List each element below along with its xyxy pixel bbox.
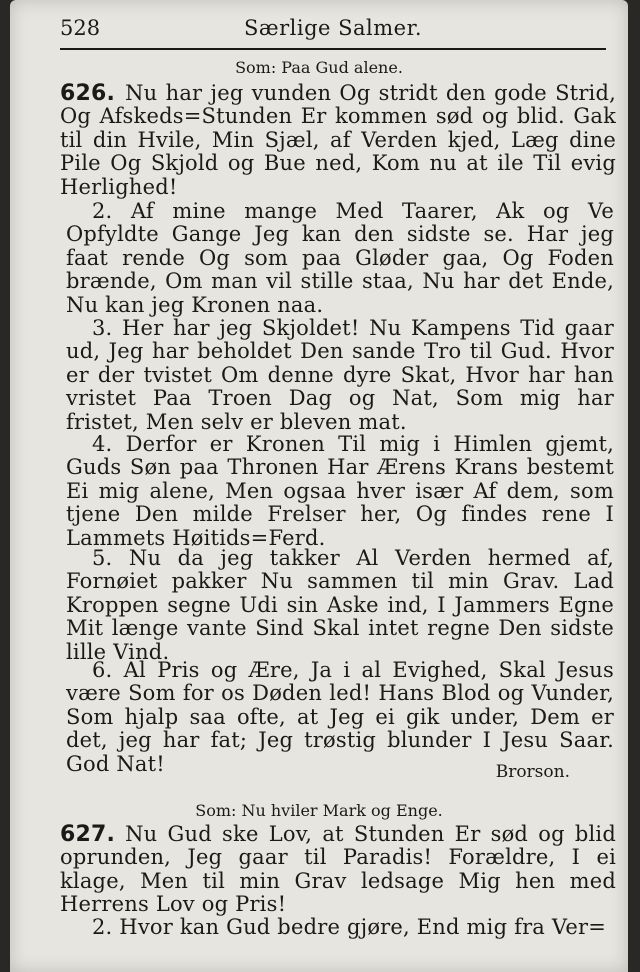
hymn-626-verse-1 [60,82,616,199]
page-number: 528 [60,16,101,40]
hymn-626-verse-3: 3. Her har jeg Skjoldet! Nu Kampens Tid gaar ud, Jeg har beholdet Den sande Tro til Gud. Hvor er der tvistet Om denne dyre Skat, Hvor har han vristet Paa Troen Dag og Nat, Som mig har fristet, Men selv er bleven mat. [66,316,614,434]
hymn-627-verse-1 [60,823,616,917]
hymn-627-verse-1-text: Nu Gud ske Lov, at Stunden Er sød og blid oprunden, Jeg gaar til Paradis! Forældre, I ei klage, Men til min Grav ledsage Mig hen med Herrens Lov og Pris! [60,822,616,917]
hymnal-page [10,0,628,972]
hymn-626-verse-1-text: Nu har jeg vunden Og stridt den gode Strid, Og Afskeds=Stunden Er kommen sød og blid. Gak til din Hvile, Min Sjæl, af Verden kjed, Læg dine Pile Og Skjold og Bue ned, Kom nu at ile Til evig Herlighed! [60,81,616,199]
hymn-626-melody: Som: Paa Gud alene. [235,58,403,77]
hymn-626-number: 626. [60,81,116,106]
hymn-626-author: Brorson. [495,762,570,782]
hymn-627-melody: Som: Nu hviler Mark og Enge. [195,801,443,820]
running-title: Særlige Salmer. [243,16,422,40]
page-header [60,14,606,50]
hymn-627-number: 627. [60,822,116,847]
hymn-626-verse-2: 2. Af mine mange Med Taarer, Ak og Ve Opfyldte Gange Jeg kan den sidste se. Har jeg faat rende Og som paa Gløder gaa, Og Foden brænde, Om man vil stille staa, Nu har det Ende, Nu kan jeg Kronen naa. [66,199,614,317]
hymn-627-verse-2: 2. Hvor kan Gud bedre gjøre, End mig fra Ver= [92,915,607,939]
hymn-626-verse-5: 5. Nu da jeg takker Al Verden hermed af, Fornøiet pakker Nu sammen til min Grav. Lad Kroppen segne Udi sin Aske ind, I Jammers Egne Mit længe vante Sind Skal intet regne Den sidste lille Vind. [66,546,614,664]
hymn-626-verse-6: 6. Al Pris og Ære, Ja i al Evighed, Skal Jesus være Som for os Døden led! Hans Blod og Vunder, Som hjalp saa ofte, at Jeg ei gik under, Dem er det, jeg har fat; Jeg trøstig blunder I Jesu Saar. God Nat! [66,658,614,776]
hymn-626-verse-4: 4. Derfor er Kronen Til mig i Himlen gjemt, Guds Søn paa Thronen Har Ærens Krans bestemt Ei mig alene, Men ogsaa hver især Af dem, som tjene Den milde Frelser her, Og findes rene I Lammets Høitids=Ferd. [66,432,614,550]
